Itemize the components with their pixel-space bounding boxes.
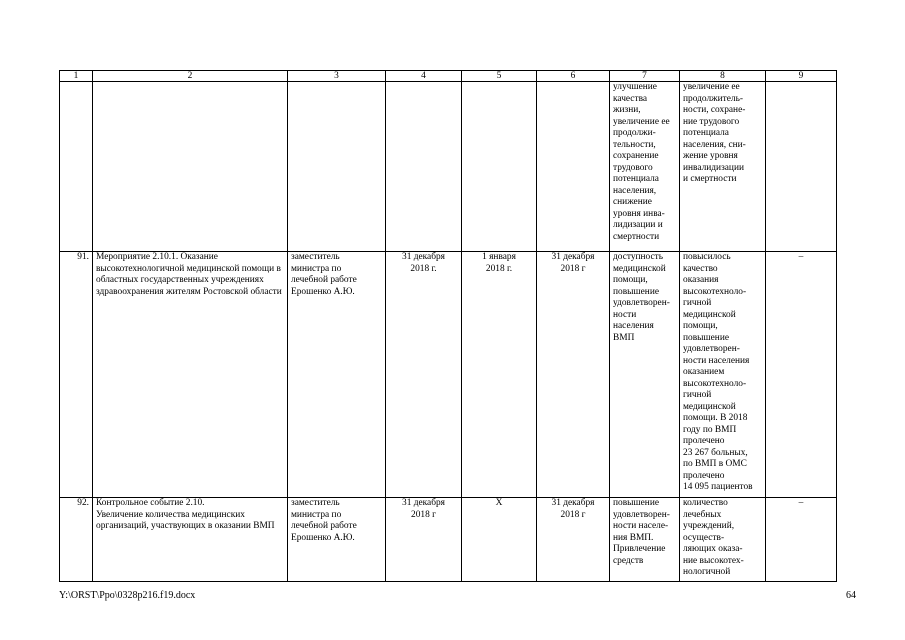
header-cell: 3 [288,71,386,82]
row-number: 91. [60,252,93,498]
header-cell: 7 [610,71,680,82]
actual-result: увеличение ее продолжитель- ности, сохране- ние трудового потенциала населения, сни- жение уровня инвалидизации и смертности [680,82,766,252]
header-cell: 6 [537,71,610,82]
header-row [60,71,837,82]
end-date: 31 декабря 2018 г [537,498,610,582]
row-number [60,82,93,252]
header-cell: 9 [766,71,837,82]
header-cell: 1 [60,71,93,82]
footer-file-path: Y:\ORST\Ppo\0328p216.f19.docx [59,590,196,601]
actual-result: количество лечебных учреждений, осуществ- ляющих оказа- ние высокотех- нологичной [680,498,766,582]
problems-note: – [766,498,837,582]
expected-result: повышение удовлетворен- ности населе- ния ВМП. Привлечение средств [610,498,680,582]
responsible-person [288,82,386,252]
header-cell: 4 [386,71,462,82]
actual-result: повысилось качество оказания высокотехноло- гичной медицинской помощи, повышение удовлетворен- ности населения оказанием высокотехноло- гичной медицинской помощи. В 2018 году по ВМП пролечено 23 267 больных, по ВМП в ОМС пролечено 14 095 пациентов [680,252,766,498]
page-number: 64 [846,590,856,601]
start-date: 1 января 2018 г. [462,252,537,498]
planned-date: 31 декабря 2018 г [386,498,462,582]
planned-date [386,82,462,252]
header-cell: 5 [462,71,537,82]
table-row [60,252,837,498]
problems-note: – [766,252,837,498]
responsible-person: заместитель министра по лечебной работе Ерошенко А.Ю. [288,498,386,582]
table-row [60,82,837,252]
start-date [462,82,537,252]
end-date [537,82,610,252]
measure-name [93,82,288,252]
expected-result: улучшение качества жизни, увеличение ее продолжи- тельности, сохранение трудового потенциала населения, снижение уровня инва- лидизации и смертности [610,82,680,252]
header-cell: 8 [680,71,766,82]
expected-result: доступность медицинской помощи, повышение удовлетворен- ности населения ВМП [610,252,680,498]
measure-name: Мероприятие 2.10.1. Оказание высокотехнологичной медицинской помощи в областных государственных учреждениях здравоохранения жителям Ростовской области [93,252,288,498]
responsible-person: заместитель министра по лечебной работе Ерошенко А.Ю. [288,252,386,498]
planned-date: 31 декабря 2018 г. [386,252,462,498]
problems-note [766,82,837,252]
start-date: X [462,498,537,582]
table-row [60,498,837,582]
row-number: 92. [60,498,93,582]
end-date: 31 декабря 2018 г [537,252,610,498]
measures-table [59,70,837,582]
measure-name: Контрольное событие 2.10. Увеличение количества медицинских организаций, участвующих в оказании ВМП [93,498,288,582]
header-cell: 2 [93,71,288,82]
